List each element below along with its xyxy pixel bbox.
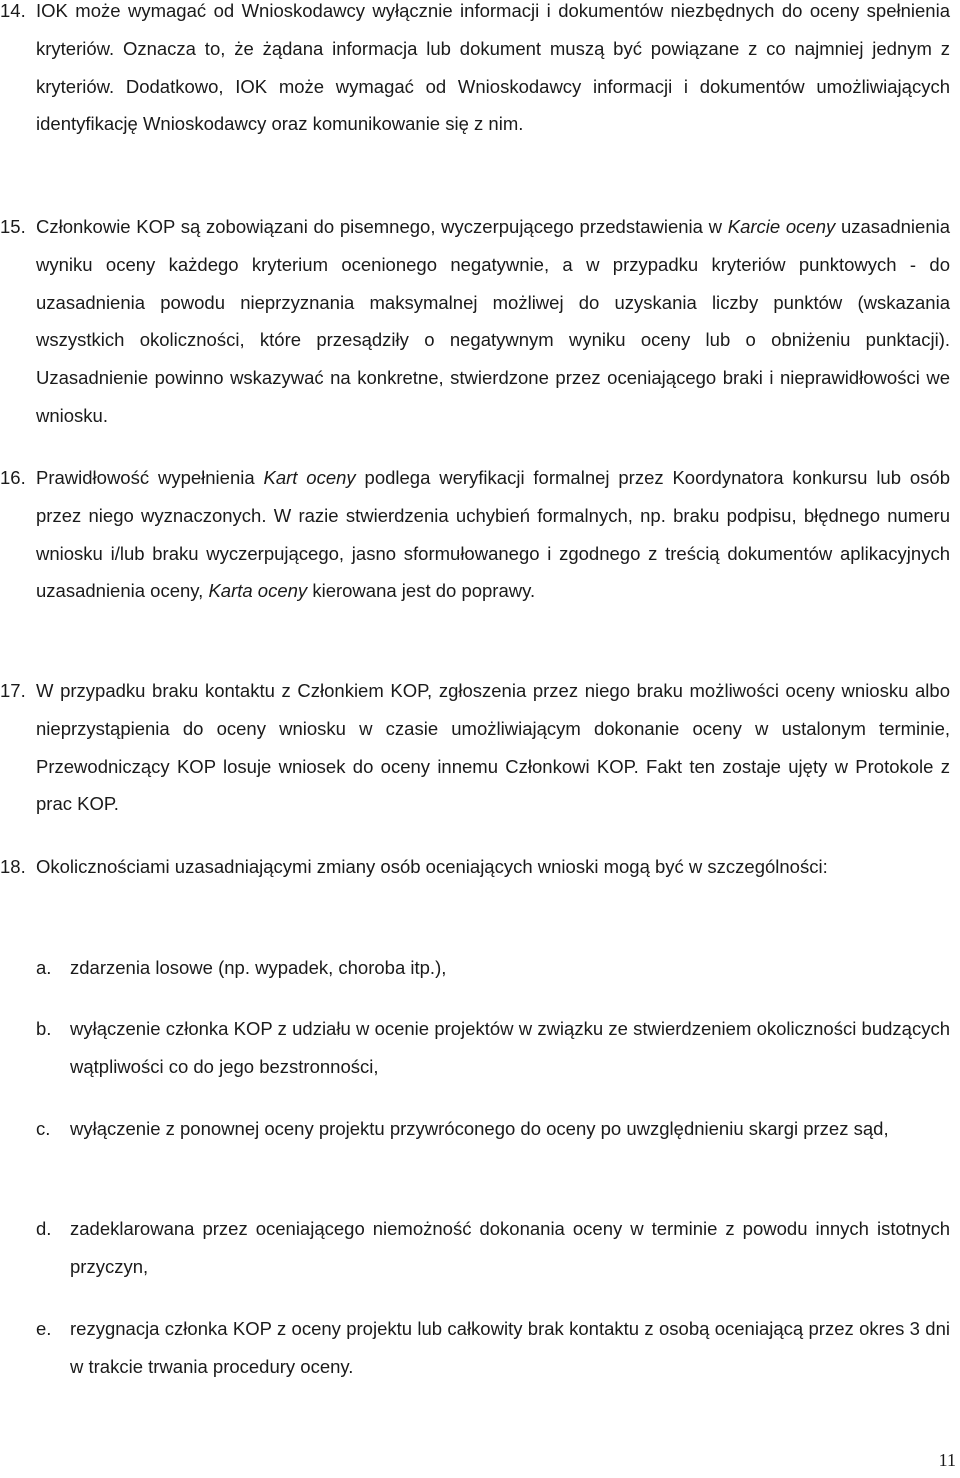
text-segment-italic: Kart oceny	[263, 467, 356, 488]
list-item-14	[0, 0, 950, 143]
text-segment: uzasadnienia wyniku oceny każdego kryterium ocenionego negatywnie, a w przypadku kryteriów punktowych - do uzasadnienia powodu nieprzyznania maksymalnej możliwej do uzyskania liczby punktów (wskazania wszystkich okoliczności, które przesądziły o negatywnym wyniku oceny lub o obniżeniu punktacji). Uzasadnienie powinno wskazywać na konkretne, stwierdzone przez oceniającego braki i nieprawidłowości we wniosku.	[36, 216, 951, 426]
sub-item-e	[36, 1310, 950, 1386]
list-item-text	[36, 0, 950, 143]
text-segment: Okolicznościami uzasadniającymi zmiany osób oceniających wnioski mogą być w szczególności:	[36, 856, 828, 877]
sub-item-text: wyłączenie członka KOP z udziału w ocenie projektów w związku ze stwierdzeniem okoliczności budzących wątpliwości co do jego bezstronności,	[70, 1018, 950, 1077]
sub-item-letter: b.	[36, 1018, 52, 1039]
text-segment: Członkowie KOP są zobowiązani do pisemnego, wyczerpującego przedstawienia w	[36, 216, 728, 237]
list-item-15	[0, 208, 950, 435]
sub-item-letter: d.	[36, 1218, 52, 1239]
list-item-17	[0, 672, 950, 823]
list-item-text	[36, 208, 950, 435]
list-item-number: 16.	[0, 467, 26, 488]
list-item-number: 14.	[0, 0, 26, 21]
text-segment: kierowana jest do poprawy.	[307, 580, 536, 602]
sub-item-c	[36, 1110, 950, 1148]
sub-item-b	[36, 1010, 950, 1086]
text-segment: Prawidłowość wypełnienia	[36, 467, 264, 488]
list-item-16	[0, 459, 950, 610]
sub-item-text: wyłączenie z ponownej oceny projektu przywróconego do oceny po uwzględnieniu skargi przez sąd,	[70, 1118, 889, 1139]
text-segment: podlega weryfikacji formalnej przez Koordynatora konkursu lub osób przez niego wyznaczonych. W razie stwierdzenia uchybień formalnych, np. braku podpisu, błędnego numeru wniosku i/lub braku wyczerpującego, jasno sformułowanego i zgodnego z treścią dokumentów aplikacyjnych uzasadnienia oceny,	[36, 467, 950, 602]
text-segment-italic: Karta oceny	[208, 580, 308, 602]
sub-item-text: rezygnacja członka KOP z oceny projektu lub całkowity brak kontaktu z osobą oceniającą przez okres 3 dni w trakcie trwania procedury oceny.	[70, 1318, 950, 1377]
list-item-text	[36, 459, 950, 610]
list-item-text	[36, 672, 950, 823]
sub-item-letter: a.	[36, 957, 52, 978]
sub-item-a	[36, 949, 950, 987]
text-segment-italic: Karcie oceny	[727, 216, 836, 237]
sub-item-letter: c.	[36, 1118, 51, 1139]
list-item-number: 18.	[0, 856, 26, 877]
sub-item-d	[36, 1210, 950, 1286]
list-item-18	[0, 848, 950, 886]
text-segment: IOK może wymagać od Wnioskodawcy wyłącznie informacji i dokumentów niezbędnych do oceny spełnienia kryteriów. Oznacza to, że żądana informacja lub dokument muszą być powiązane z co najmniej jednym z kryteriów. Dodatkowo, IOK może wymagać od Wnioskodawcy informacji i dokumentów umożliwiających identyfikację Wnioskodawcy oraz komunikowanie się z nim.	[36, 0, 950, 135]
sub-item-text: zadeklarowana przez oceniającego niemożność dokonania oceny w terminie z powodu innych istotnych przyczyn,	[70, 1218, 950, 1277]
list-item-number: 15.	[0, 216, 26, 237]
list-item-number: 17.	[0, 680, 26, 701]
text-segment: W przypadku braku kontaktu z Członkiem KOP, zgłoszenia przez niego braku możliwości oceny wniosku albo nieprzystąpienia do oceny wniosku w czasie umożliwiającym dokonanie oceny w ustalonym terminie, Przewodniczący KOP losuje wniosek do oceny innemu Członkowi KOP. Fakt ten zostaje ujęty w Protokole z prac KOP.	[36, 680, 950, 815]
sub-item-letter: e.	[36, 1318, 52, 1339]
list-item-text	[36, 848, 950, 886]
sub-item-text: zdarzenia losowe (np. wypadek, choroba itp.),	[70, 957, 447, 978]
page-number: 11	[938, 1450, 956, 1470]
